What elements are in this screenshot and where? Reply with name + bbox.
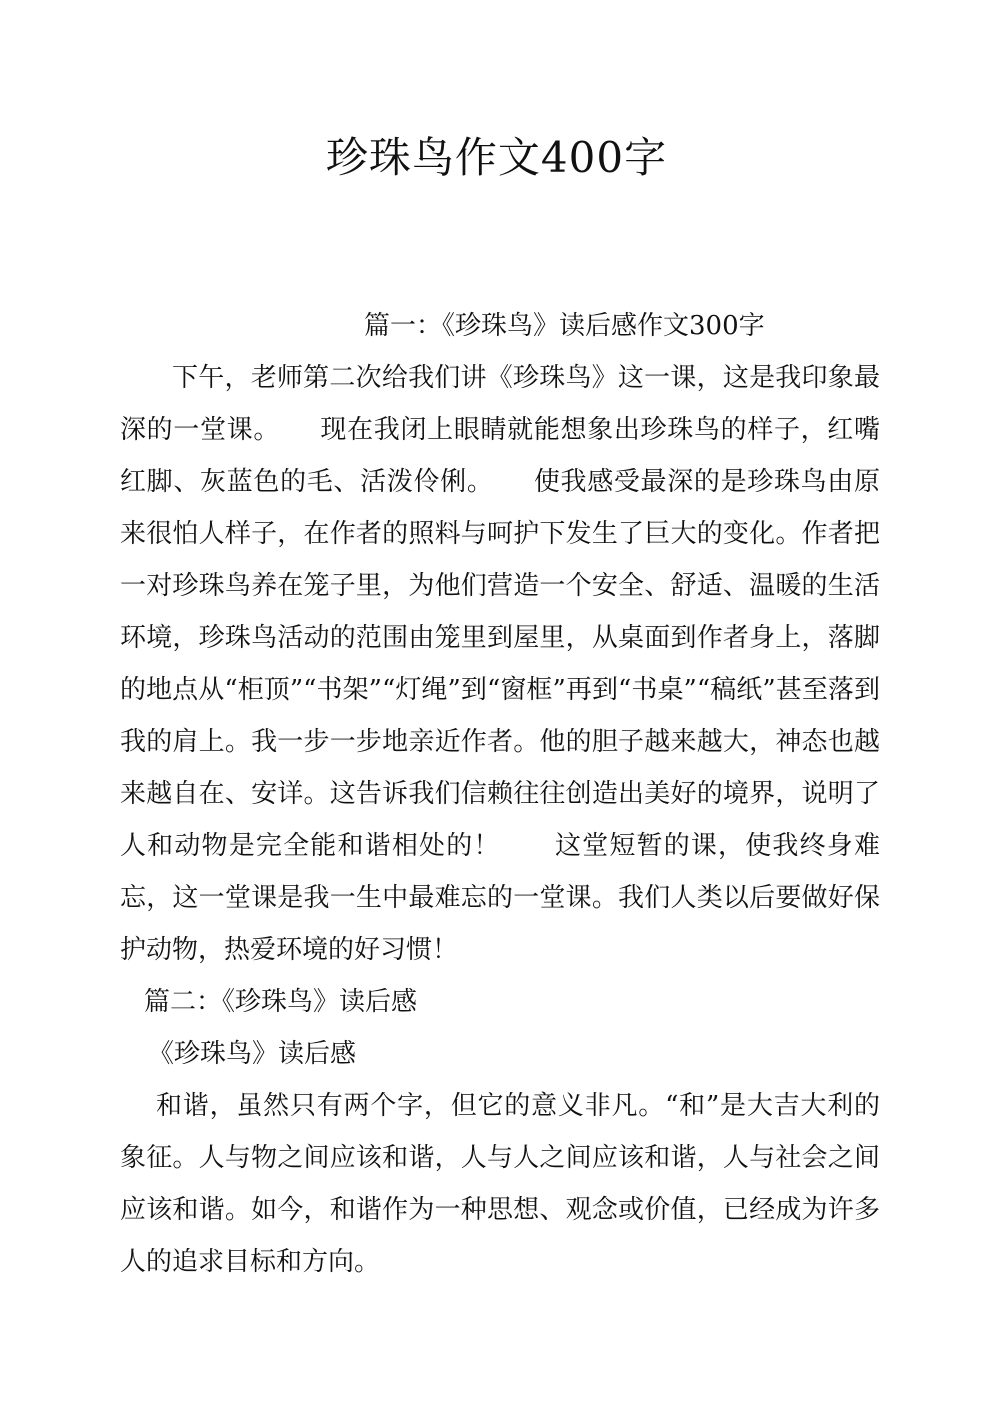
section1-heading: 篇一：《珍珠鸟》读后感作文300字 [364,311,765,341]
section2-heading: 篇二：《珍珠鸟》读后感 [144,987,418,1017]
section2-subheading: 《珍珠鸟》读后感 [148,1039,357,1069]
document-body [120,300,880,1288]
section1-paragraph: 下午，老师第二次给我们讲《珍珠鸟》这一课，这是我印象最深的一堂课。 现在我闭上眼睛就能想象出珍珠鸟的样子，红嘴红脚、灰蓝色的毛、活泼伶俐。 使我感受最深的是珍珠鸟由原来很怕人样子，在作者的照料与呵护下发生了巨大的变化。作者把一对珍珠鸟养在笼子里，为他们营造一个安全、舒适、温暖的生活环境，珍珠鸟活动的范围由笼里到屋里，从桌面到作者身上，落脚的地点从“柜顶”“书架”“灯绳”到“窗框”再到“书桌”“稿纸”甚至落到我的肩上。我一步一步地亲近作者。他的胆子越来越大，神态也越来越自在、安详。这告诉我们信赖往往创造出美好的境界，说明了人和动物是完全能和谐相处的！ 这堂短暂的课，使我终身难忘，这一堂课是我一生中最难忘的一堂课。我们人类以后要做好保护动物，热爱环境的好习惯！ [120,363,880,965]
section2-paragraph: 和谐，虽然只有两个字，但它的意义非凡。“和”是大吉大利的象征。人与物之间应该和谐，人与人之间应该和谐，人与社会之间应该和谐。如今，和谐作为一种思想、观念或价值，已经成为许多人的追求目标和方向。 [120,1091,880,1277]
document-title: 珍珠鸟作文400字 [325,133,668,182]
